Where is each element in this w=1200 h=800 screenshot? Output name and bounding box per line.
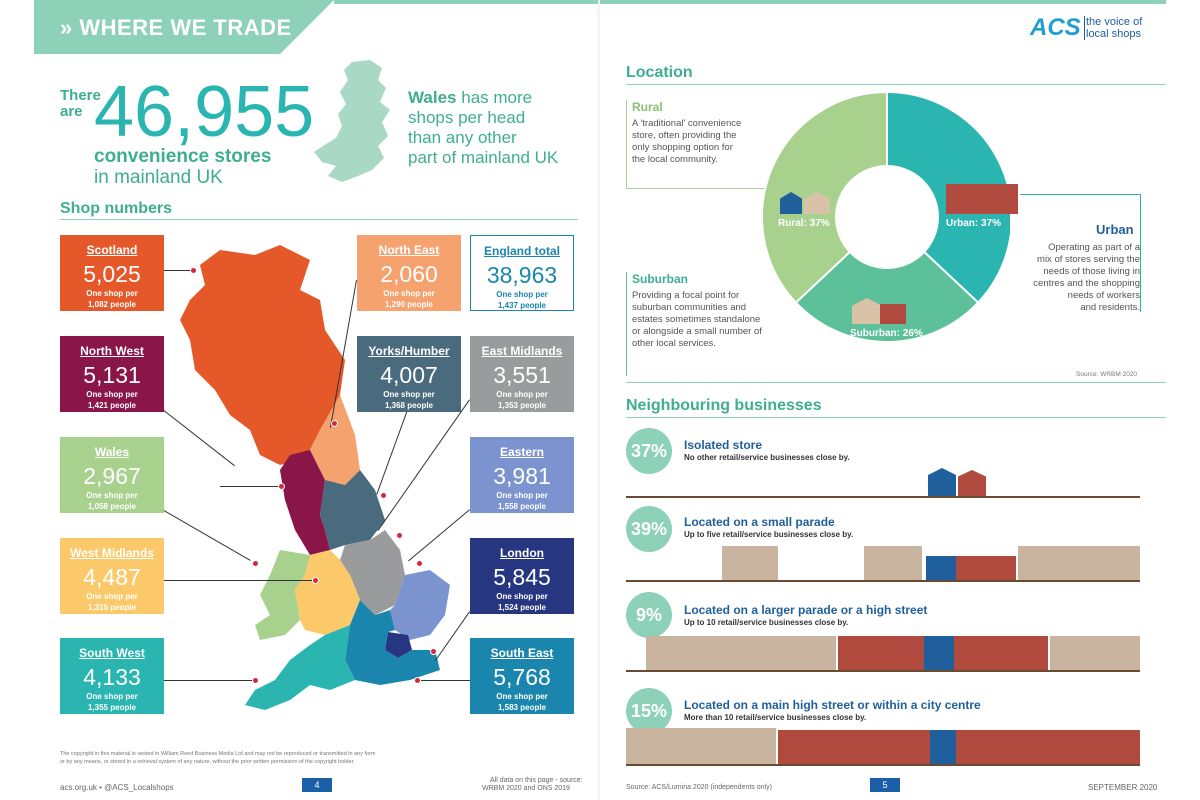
- logo-tagline-2: local shops: [1086, 28, 1142, 40]
- region-sub-1: One shop per: [86, 390, 138, 399]
- wales-fact-bold: Wales: [408, 88, 457, 107]
- region-name: Yorks/Humber: [368, 344, 450, 358]
- suburban-text-4: or alongside a small number of: [632, 326, 762, 337]
- pin-north-west: [278, 483, 285, 490]
- rural-rule-v: [626, 100, 627, 188]
- region-value: 3,981: [493, 463, 551, 489]
- header-rule: [334, 0, 600, 4]
- donut-label-rural: Rural: 37%: [778, 218, 830, 229]
- rural-text-4: the local community.: [632, 154, 718, 165]
- region-sub-2: 1,315 people: [87, 603, 137, 612]
- header-rule-right: [600, 0, 1166, 4]
- region-sub-1: One shop per: [496, 491, 548, 500]
- leader-south-east: [418, 680, 470, 681]
- section-title-neighbouring: Neighbouring businesses: [626, 397, 822, 414]
- region-box-england-total: [470, 235, 574, 311]
- rural-text-1: A 'traditional' convenience: [632, 118, 742, 129]
- footer-contact[interactable]: acs.org.uk • @ACS_Localshops: [60, 783, 174, 792]
- donut-label-suburban: Suburban: 26%: [850, 328, 923, 339]
- region-box-west-midlands: [60, 538, 164, 614]
- nb-title-small-parade: Located on a small parade: [684, 515, 835, 529]
- region-box-yorks-humber: [357, 336, 461, 412]
- parade-houses-icon: [722, 546, 778, 580]
- small-parade-local-shop-icon: [926, 556, 956, 580]
- region-box-scotland: [60, 235, 164, 311]
- wales-silhouette: [312, 58, 408, 188]
- footer-date: SEPTEMBER 2020: [1088, 783, 1158, 792]
- city-local-shop-icon: [930, 730, 956, 764]
- suburban-text-3: estates sometimes standalone: [632, 314, 761, 325]
- region-name: Eastern: [499, 445, 545, 459]
- region-sub-1: One shop per: [86, 692, 138, 701]
- pin-south-east: [414, 677, 421, 684]
- region-box-london: [470, 538, 574, 614]
- pin-wales: [252, 560, 259, 567]
- urban-text-4: centres and the shopping: [1033, 278, 1140, 289]
- region-sub-2: 1,558 people: [497, 502, 547, 511]
- region-name: Wales: [94, 445, 130, 459]
- region-sub-2: 1,524 people: [497, 603, 547, 612]
- copyright-line-2: or by any means, or stored in a retrieval system of any nature, without the prior written permission of the copyright holder.: [60, 759, 355, 765]
- suburban-text-2: suburban communities and: [632, 302, 747, 313]
- region-sub-1: One shop per: [383, 390, 435, 399]
- pin-east-midlands: [396, 532, 403, 539]
- pin-west-midlands: [312, 577, 319, 584]
- wales-fact-4: part of mainland UK: [408, 148, 559, 167]
- nb-sub-larger-parade: Up to 10 retail/service businesses close by.: [684, 618, 849, 627]
- urban-text-1: Operating as part of a: [1048, 242, 1140, 253]
- region-sub-2: 1,421 people: [87, 401, 137, 410]
- rural-rule-h: [626, 188, 776, 189]
- suburban-text: [632, 290, 762, 350]
- nb-sub-small-parade: Up to five retail/service businesses close by.: [684, 530, 854, 539]
- nb-title-main-street: Located on a main high street or within a city centre: [684, 698, 981, 712]
- rural-text-3: only shopping option for: [632, 142, 733, 153]
- nb-title-isolated: Isolated store: [684, 438, 763, 452]
- pin-south-west: [252, 677, 259, 684]
- rural-text: [632, 118, 741, 166]
- region-box-north-west: [60, 336, 164, 412]
- hero-number: 46,955: [94, 72, 315, 152]
- section-title-shop-numbers: Shop numbers: [60, 200, 173, 217]
- copyright-line-1: The copyright in this material is vested in William Reed Business Media Ltd and may not be reproduced or transmitted in any form: [60, 751, 376, 757]
- region-sub-2: 1,058 people: [87, 502, 137, 511]
- isolated-house-icon: [958, 470, 986, 496]
- neighbour-rule: [626, 417, 1166, 418]
- region-box-eastern: [470, 437, 574, 513]
- wales-fact-2: shops per head: [408, 108, 526, 127]
- page-number-5: 5: [870, 778, 900, 792]
- pin-eastern: [416, 560, 423, 567]
- region-sub-2: 1,355 people: [87, 703, 137, 712]
- pin-yorks: [380, 492, 387, 499]
- street-ground-1: [626, 496, 1140, 498]
- nb-title-larger-parade: Located on a larger parade or a high street: [684, 603, 928, 617]
- hero-caption-2: in mainland UK: [94, 167, 223, 188]
- parade-houses-2-icon: [864, 546, 922, 580]
- street-ground-2: [626, 580, 1140, 582]
- leader-north-west-2: [220, 486, 280, 487]
- urban-rule-h: [1020, 194, 1140, 195]
- urban-text-6: and residents.: [1080, 302, 1140, 313]
- nb-sub-isolated: No other retail/service businesses close by.: [684, 453, 850, 462]
- urban-title: Urban: [1096, 222, 1134, 237]
- region-value: 3,551: [493, 362, 551, 388]
- page-title: » WHERE WE TRADE: [60, 15, 292, 40]
- region-box-north-east: [357, 235, 461, 311]
- region-sub-2: 1,082 people: [87, 300, 137, 309]
- footer-source-2: WRBM 2020 and ONS 2019: [482, 785, 570, 792]
- region-value: 4,487: [83, 564, 141, 590]
- region-sub-2: 1,583 people: [497, 703, 547, 712]
- region-name: South East: [490, 646, 554, 660]
- suburban-rule-v: [626, 272, 627, 376]
- footer-source-right: Source: ACS/Lumina 2020 (independents only): [626, 784, 772, 791]
- region-value: 4,007: [380, 362, 438, 388]
- rural-text-2: store, often providing the: [632, 130, 737, 141]
- city-houses-icon: [626, 728, 776, 764]
- region-value: 5,131: [83, 362, 141, 388]
- region-value: 5,845: [493, 564, 551, 590]
- section-rule: [60, 219, 578, 220]
- high-street-houses-2-icon: [1050, 636, 1140, 670]
- donut-label-urban: Urban: 37%: [946, 218, 1002, 229]
- region-value: 5,025: [83, 261, 141, 287]
- suburban-shop-icon: [880, 304, 906, 324]
- leader-west-midlands: [164, 580, 314, 581]
- suburban-title: Suburban: [632, 272, 688, 286]
- region-sub-1: One shop per: [383, 289, 435, 298]
- region-name: West Midlands: [70, 546, 154, 560]
- leader-south-west: [164, 680, 254, 681]
- region-name: North West: [80, 344, 144, 358]
- region-sub-1: One shop per: [496, 592, 548, 601]
- region-value: 2,060: [380, 261, 438, 287]
- urban-text-3: needs of those living in: [1043, 266, 1140, 277]
- region-name: South West: [79, 646, 145, 660]
- region-name: North East: [378, 243, 440, 257]
- wales-fact-3: than any other: [408, 128, 517, 147]
- high-street-local-shop-icon: [924, 636, 954, 670]
- region-box-wales: [60, 437, 164, 513]
- region-value: 2,967: [83, 463, 141, 489]
- urban-rule-v: [1140, 194, 1141, 312]
- region-sub-2: 1,290 people: [384, 300, 434, 309]
- pin-north-east: [331, 420, 338, 427]
- location-source: Source: WRBM 2020: [1076, 371, 1138, 378]
- region-sub-2: 1,437 people: [497, 301, 547, 310]
- wales-fact: [408, 88, 558, 168]
- region-sub-1: One shop per: [86, 289, 138, 298]
- page-number-4: 4: [302, 778, 332, 792]
- urban-text: [1020, 242, 1140, 314]
- wales-fact-1: has more: [456, 88, 533, 107]
- region-sub-1: One shop per: [86, 592, 138, 601]
- pct-circle-larger-parade: 9%: [626, 592, 672, 638]
- high-street-houses-icon: [646, 636, 836, 670]
- section-title-location: Location: [626, 64, 693, 81]
- region-value: 5,768: [493, 664, 551, 690]
- region-name: Scotland: [86, 243, 138, 257]
- logo-tagline-1: the voice of: [1086, 16, 1143, 28]
- region-box-south-east: [470, 638, 574, 714]
- footer-source-1: All data on this page - source:: [490, 777, 583, 784]
- region-value: 38,963: [486, 262, 558, 288]
- region-sub-1: One shop per: [496, 390, 548, 399]
- region-sub-2: 1,368 people: [384, 401, 434, 410]
- region-name: London: [500, 546, 544, 560]
- region-name: England total: [484, 244, 560, 258]
- region-box-south-west: [60, 638, 164, 714]
- there-are-label: There are: [60, 87, 101, 120]
- urban-text-5: needs of workers: [1067, 290, 1140, 301]
- pin-scotland: [190, 267, 197, 274]
- rural-title: Rural: [632, 100, 663, 114]
- region-sub-1: One shop per: [496, 692, 548, 701]
- pct-circle-main-street: 15%: [626, 688, 672, 734]
- hero-caption-1: convenience stores: [94, 146, 272, 167]
- nb-sub-main-street: More than 10 retail/service businesses close by.: [684, 713, 867, 722]
- right-page: [600, 0, 1200, 800]
- location-bottom-rule: [626, 382, 1166, 383]
- street-ground-4: [626, 764, 1140, 766]
- region-name: East Midlands: [481, 344, 563, 358]
- pin-london: [430, 648, 437, 655]
- suburban-text-5: other local services.: [632, 338, 716, 349]
- region-sub-1: One shop per: [496, 290, 548, 299]
- urban-shops-icon: [946, 184, 1018, 214]
- region-value: 4,133: [83, 664, 141, 690]
- isolated-store-icon: [928, 468, 956, 496]
- donut-hole: [835, 165, 939, 269]
- logo-divider: [1084, 16, 1085, 40]
- region-box-east-midlands: [470, 336, 574, 412]
- pct-circle-small-parade: 39%: [626, 506, 672, 552]
- city-shops-icon: [778, 730, 1140, 764]
- parade-houses-3-icon: [1018, 546, 1140, 580]
- pct-circle-isolated: 37%: [626, 428, 672, 474]
- region-sub-2: 1,353 people: [497, 401, 547, 410]
- suburban-text-1: Providing a focal point for: [632, 290, 740, 301]
- region-sub-1: One shop per: [86, 491, 138, 500]
- street-ground-3: [626, 670, 1140, 672]
- urban-text-2: mix of stores serving the: [1037, 254, 1140, 265]
- acs-logo[interactable]: ACS: [1030, 14, 1081, 41]
